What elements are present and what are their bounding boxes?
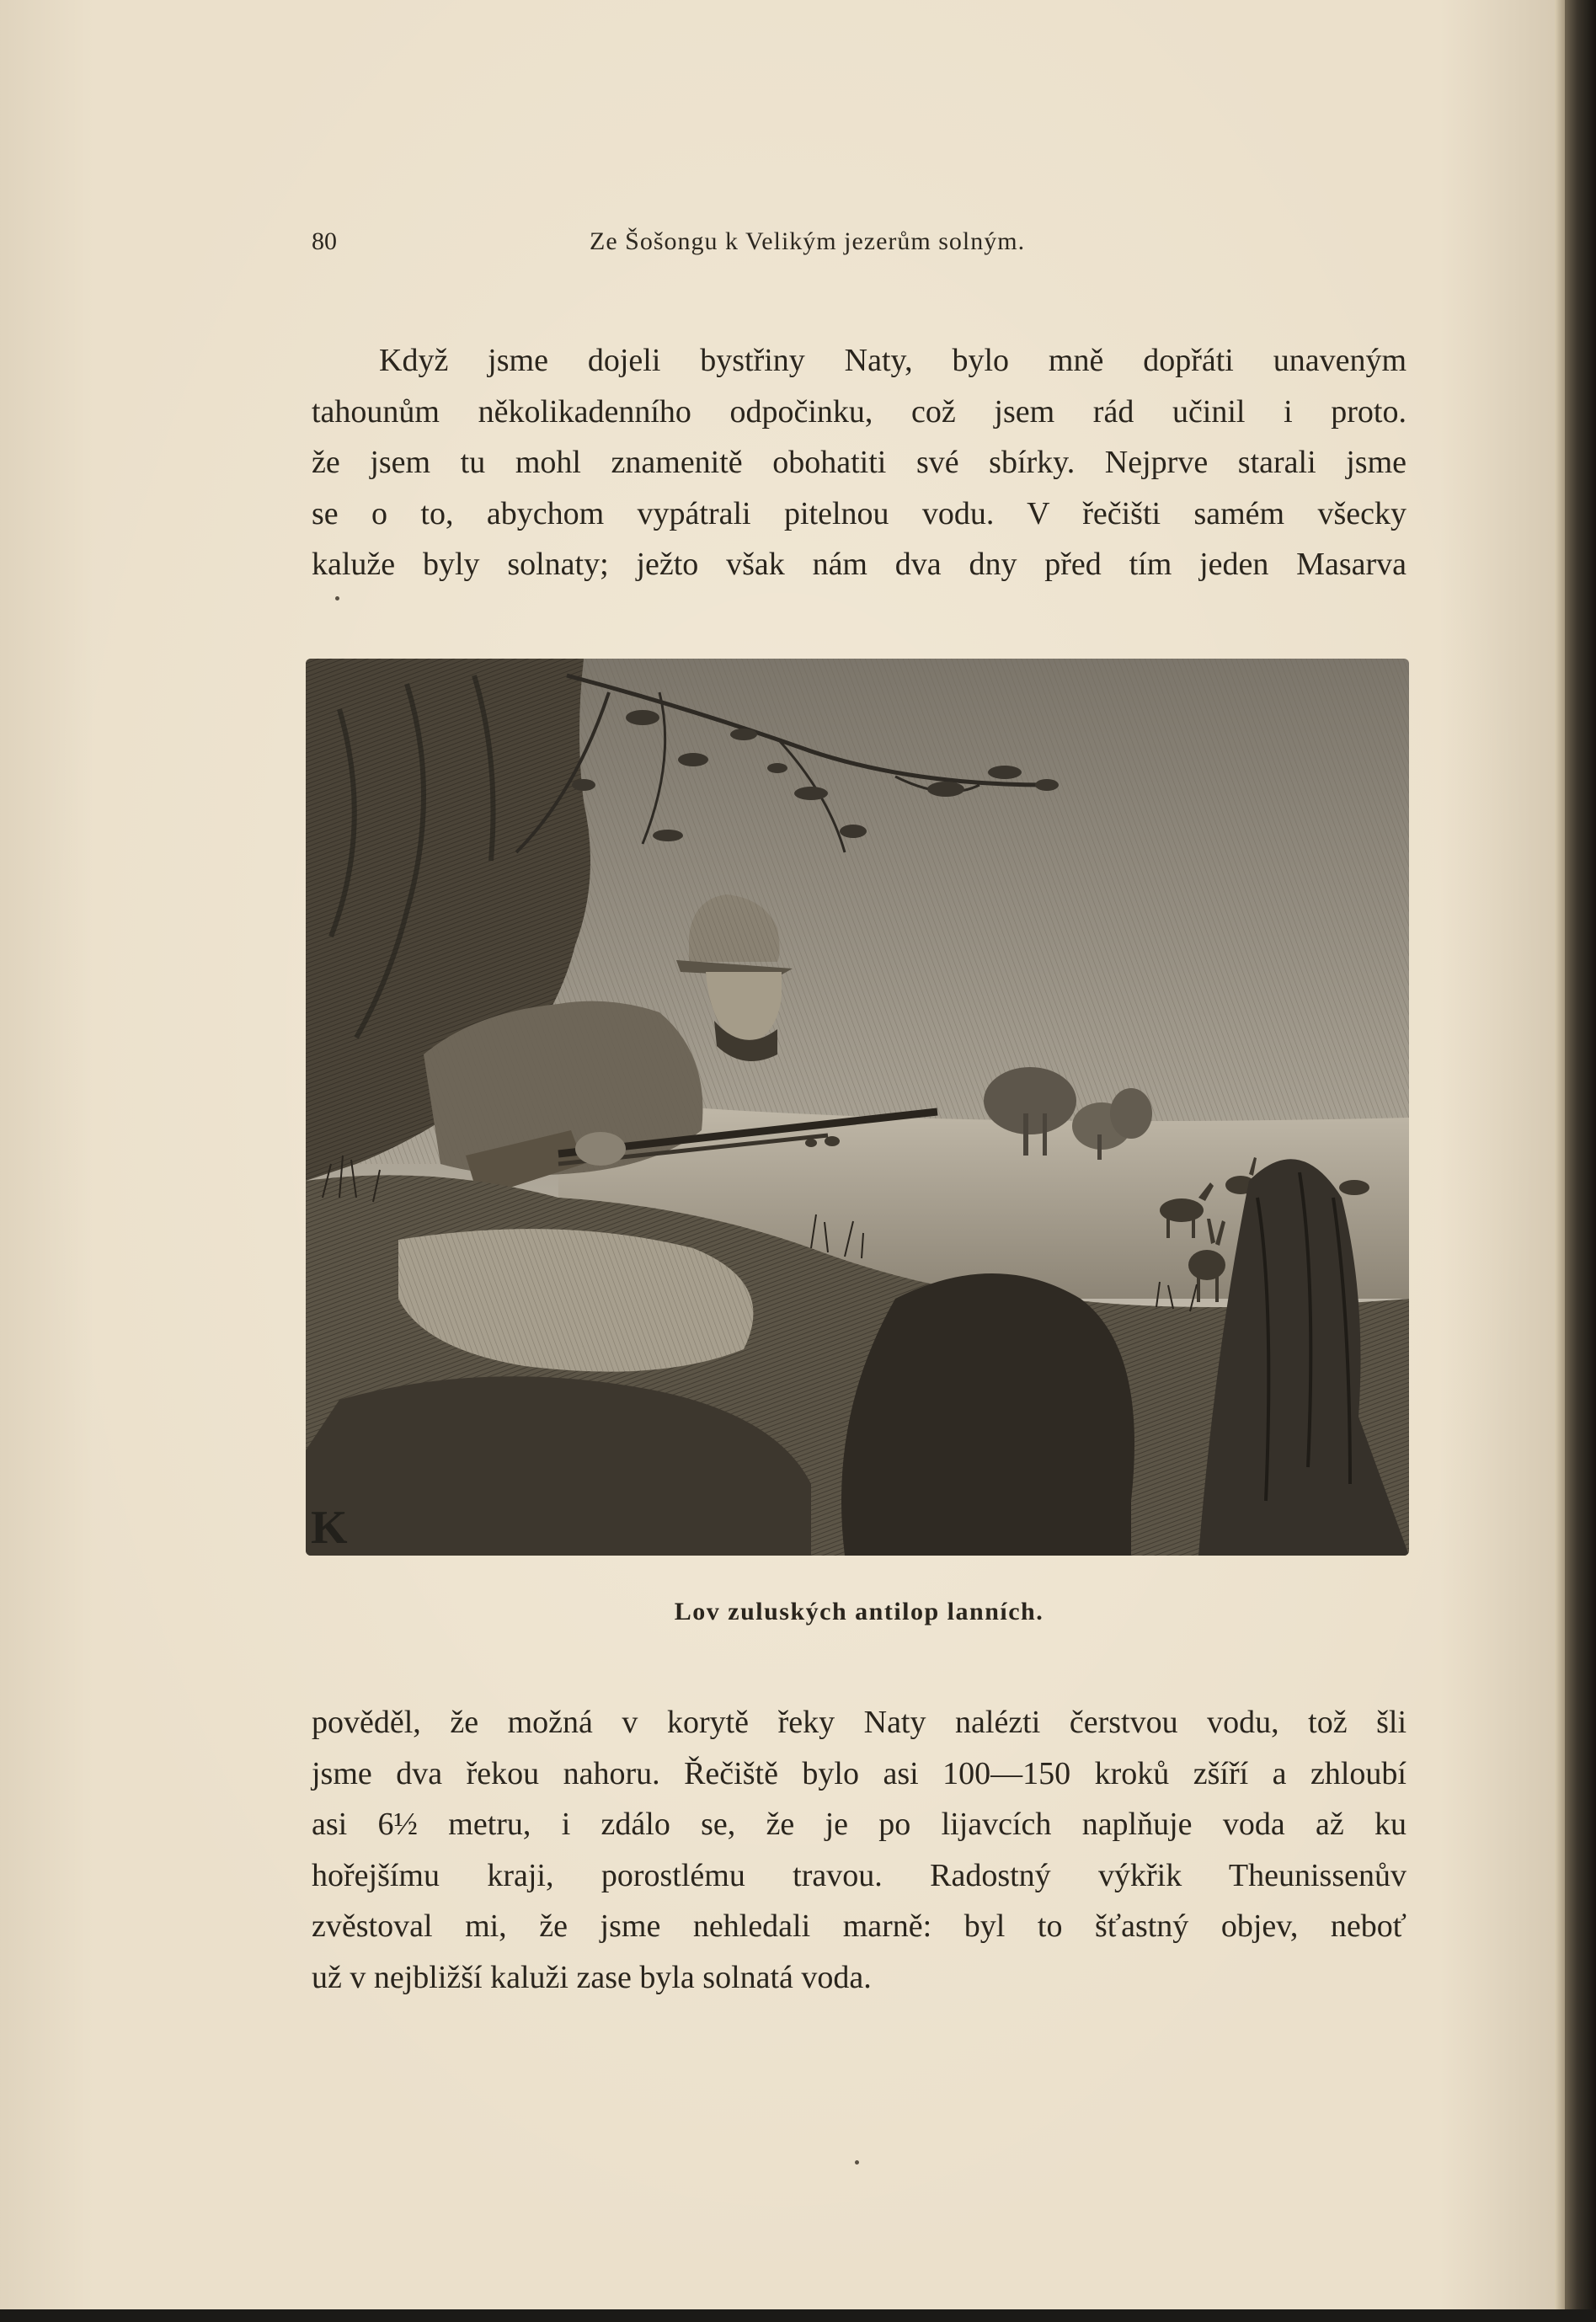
engraving-illustration (306, 659, 1409, 1556)
text-line: že jsem tu mohl znamenitě obohatiti své sbírky. Nejprve starali jsme (312, 445, 1407, 480)
text-line: pověděl, že možná v korytě řeky Naty nalézti čerstvou vodu, tož šli (312, 1705, 1407, 1740)
paragraph-bottom (312, 1697, 1407, 2003)
text-line: kaluže byly solnaty; ježto však nám dva dny před tím jeden Masarva (312, 547, 1407, 582)
paragraph-top (312, 335, 1407, 590)
text-line: asi 6½ metru, i zdálo se, že je po lijavcích naplňuje voda až ku (312, 1807, 1407, 1842)
text-line: hořejšímu kraji, porostlému travou. Radostný výkřik Theunissenův (312, 1857, 1407, 1893)
artist-signature: K (311, 1502, 348, 1554)
scan-border (0, 2309, 1596, 2322)
text-line: už v nejbližší kaluži zase byla solnatá voda. (312, 1959, 872, 1995)
artist-monogram (311, 1502, 348, 1554)
text-line: tahounům několikadenního odpočinku, což jsem rád učinil i proto. (312, 393, 1407, 430)
text-line: zvěstoval mi, že jsme nehledali marně: byl to šťastný objev, neboť (312, 1908, 1407, 1944)
ink-speck (855, 2160, 859, 2165)
book-gutter (1565, 0, 1596, 2322)
running-head (312, 227, 1407, 261)
text-line: jsme dva řekou nahoru. Řečiště bylo asi 100—150 kroků zšíří a zhloubí (312, 1755, 1407, 1791)
running-title: Ze Šošongu k Velikým jezerům solným. (590, 227, 1026, 255)
page-number: 80 (312, 227, 337, 255)
text-line: Když jsme dojeli bystřiny Naty, bylo mně dopřáti unaveným (379, 343, 1407, 378)
ink-speck (335, 596, 339, 601)
page-edge (1555, 0, 1565, 2309)
illustration-caption: Lov zuluských antilop lanních. (674, 1598, 1044, 1625)
hunting-scene-engraving (306, 659, 1409, 1556)
text-line: se o to, abychom vypátrali pitelnou vodu. V řečišti samém všecky (312, 495, 1407, 531)
